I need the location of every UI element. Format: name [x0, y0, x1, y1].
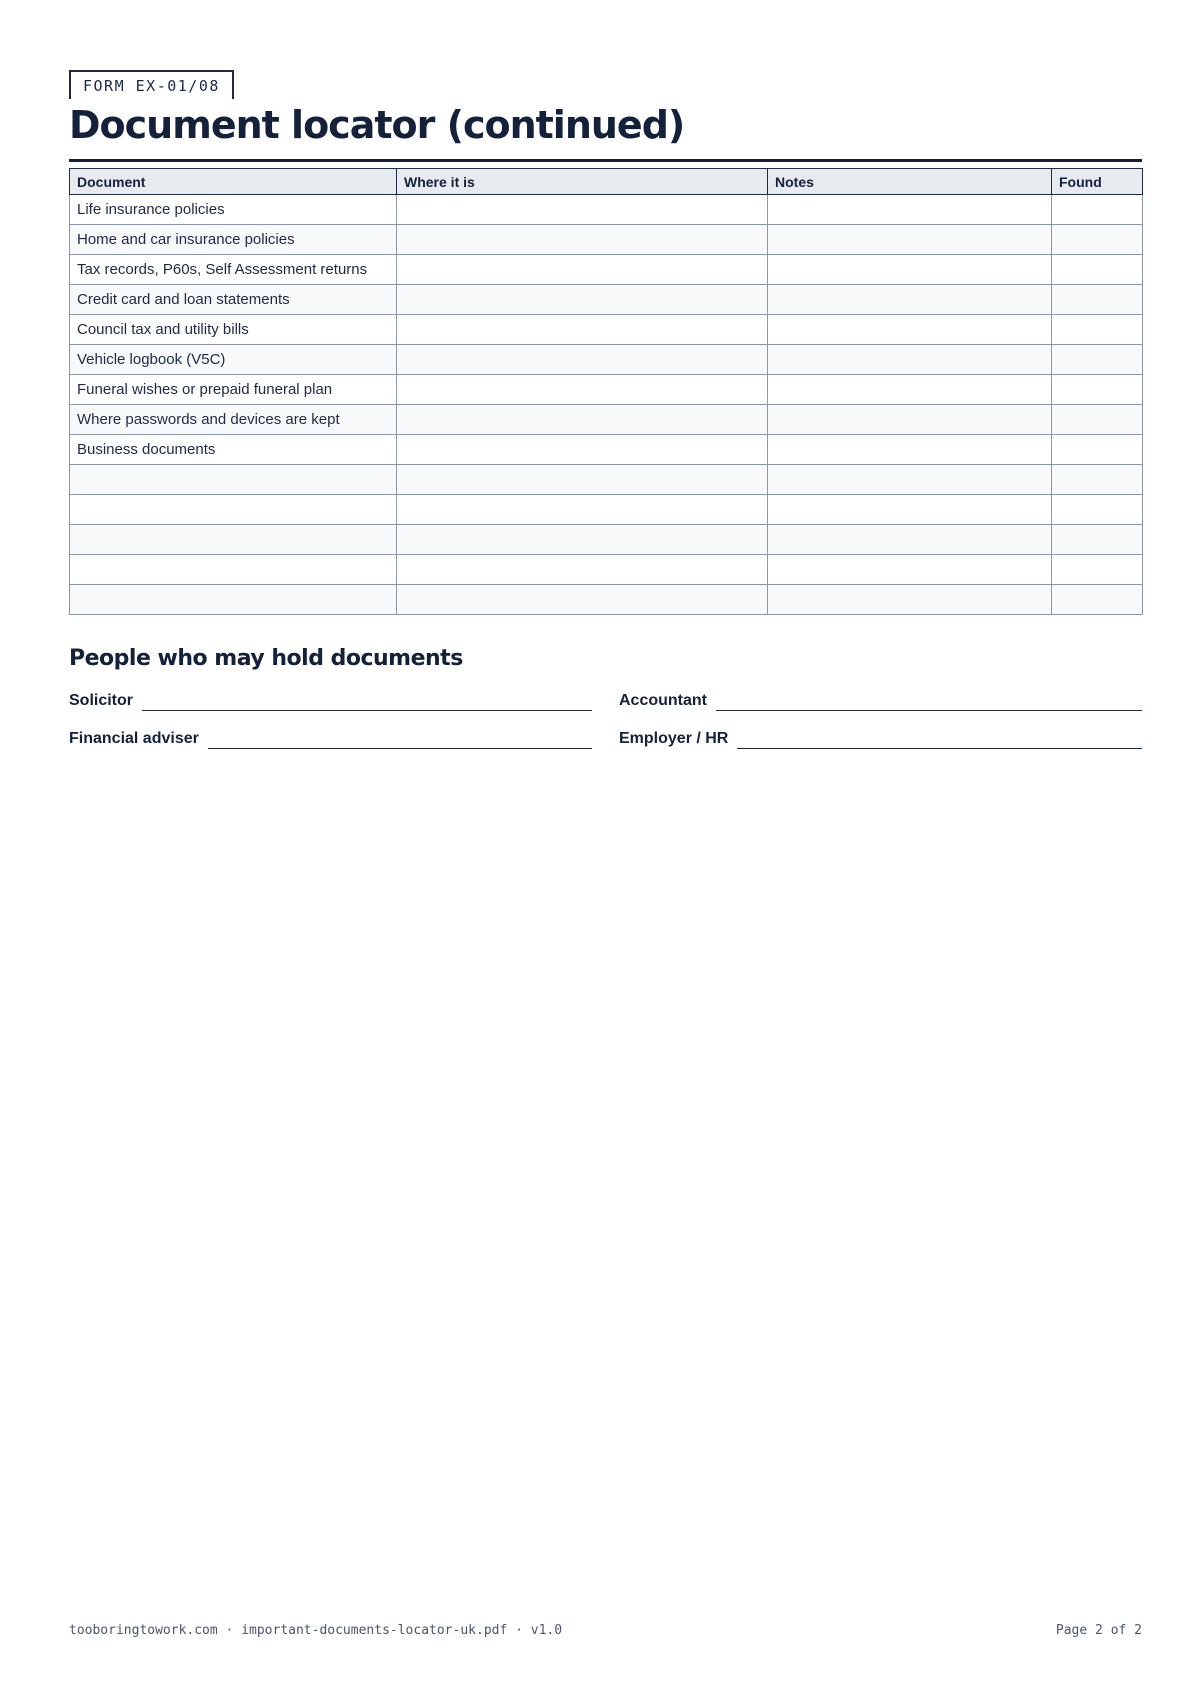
where-it-is-cell[interactable] [397, 495, 768, 525]
found-cell[interactable] [1052, 555, 1143, 585]
notes-cell[interactable] [768, 195, 1052, 225]
found-cell[interactable] [1052, 525, 1143, 555]
where-it-is-cell[interactable] [397, 285, 768, 315]
accountant-input-line[interactable] [716, 690, 1142, 711]
notes-cell[interactable] [768, 225, 1052, 255]
page-footer [69, 1623, 1142, 1638]
column-header-document: Document [70, 169, 397, 195]
accountant-field [619, 687, 1142, 711]
document-cell[interactable] [70, 585, 397, 615]
where-it-is-cell[interactable] [397, 555, 768, 585]
employer-hr-label: Employer / HR [619, 730, 729, 747]
form-page [69, 70, 1142, 749]
notes-cell[interactable] [768, 435, 1052, 465]
found-cell[interactable] [1052, 285, 1143, 315]
people-section-heading: People who may hold documents [69, 646, 463, 671]
notes-cell[interactable] [768, 285, 1052, 315]
document-cell[interactable] [70, 465, 397, 495]
table-row [70, 495, 1143, 525]
notes-cell[interactable] [768, 555, 1052, 585]
solicitor-field [69, 687, 592, 711]
document-cell[interactable] [70, 495, 397, 525]
solicitor-label: Solicitor [69, 692, 134, 709]
table-row [70, 555, 1143, 585]
document-cell: Where passwords and devices are kept [70, 405, 397, 435]
table-row [70, 465, 1143, 495]
table-header-row [70, 169, 1143, 195]
notes-cell[interactable] [768, 345, 1052, 375]
footer-page-number: Page 2 of 2 [1055, 1623, 1142, 1638]
document-cell: Credit card and loan statements [70, 285, 397, 315]
employer-hr-input-line[interactable] [737, 728, 1142, 749]
table-row [70, 435, 1143, 465]
table-row [70, 195, 1143, 225]
page-title: Document locator (continued) [69, 101, 1142, 162]
document-cell: Business documents [70, 435, 397, 465]
where-it-is-cell[interactable] [397, 225, 768, 255]
notes-cell[interactable] [768, 585, 1052, 615]
found-cell[interactable] [1052, 585, 1143, 615]
financial-adviser-input-line[interactable] [208, 728, 592, 749]
document-cell: Vehicle logbook (V5C) [70, 345, 397, 375]
column-header-where-it-is: Where it is [397, 169, 768, 195]
where-it-is-cell[interactable] [397, 375, 768, 405]
document-cell: Funeral wishes or prepaid funeral plan [70, 375, 397, 405]
document-cell: Tax records, P60s, Self Assessment returns [70, 255, 397, 285]
employer-hr-field [619, 725, 1142, 749]
people-fields [69, 687, 1142, 749]
table-row [70, 285, 1143, 315]
notes-cell[interactable] [768, 405, 1052, 435]
where-it-is-cell[interactable] [397, 585, 768, 615]
found-cell[interactable] [1052, 495, 1143, 525]
found-cell[interactable] [1052, 315, 1143, 345]
found-cell[interactable] [1052, 225, 1143, 255]
where-it-is-cell[interactable] [397, 405, 768, 435]
notes-cell[interactable] [768, 465, 1052, 495]
document-cell: Life insurance policies [70, 195, 397, 225]
form-code-tag: FORM EX-01/08 [69, 70, 234, 99]
column-header-notes: Notes [768, 169, 1052, 195]
found-cell[interactable] [1052, 195, 1143, 225]
notes-cell[interactable] [768, 495, 1052, 525]
where-it-is-cell[interactable] [397, 255, 768, 285]
table-row [70, 375, 1143, 405]
found-cell[interactable] [1052, 345, 1143, 375]
found-cell[interactable] [1052, 375, 1143, 405]
where-it-is-cell[interactable] [397, 315, 768, 345]
accountant-label: Accountant [619, 692, 707, 709]
table-row [70, 315, 1143, 345]
found-cell[interactable] [1052, 255, 1143, 285]
found-cell[interactable] [1052, 405, 1143, 435]
footer-source: tooboringtowork.com · important-documents-locator-uk.pdf · v1.0 [69, 1623, 563, 1638]
table-row [70, 525, 1143, 555]
financial-adviser-field [69, 725, 592, 749]
table-row [70, 255, 1143, 285]
notes-cell[interactable] [768, 375, 1052, 405]
notes-cell[interactable] [768, 255, 1052, 285]
document-cell: Home and car insurance policies [70, 225, 397, 255]
document-locator-table [69, 168, 1143, 615]
found-cell[interactable] [1052, 435, 1143, 465]
where-it-is-cell[interactable] [397, 435, 768, 465]
document-cell: Council tax and utility bills [70, 315, 397, 345]
where-it-is-cell[interactable] [397, 525, 768, 555]
table-row [70, 225, 1143, 255]
where-it-is-cell[interactable] [397, 195, 768, 225]
solicitor-input-line[interactable] [142, 690, 592, 711]
column-header-found: Found [1052, 169, 1143, 195]
notes-cell[interactable] [768, 315, 1052, 345]
table-row [70, 405, 1143, 435]
where-it-is-cell[interactable] [397, 345, 768, 375]
document-cell[interactable] [70, 525, 397, 555]
financial-adviser-label: Financial adviser [69, 730, 199, 747]
where-it-is-cell[interactable] [397, 465, 768, 495]
notes-cell[interactable] [768, 525, 1052, 555]
table-row [70, 585, 1143, 615]
found-cell[interactable] [1052, 465, 1143, 495]
table-row [70, 345, 1143, 375]
document-cell[interactable] [70, 555, 397, 585]
table-body [70, 195, 1143, 615]
